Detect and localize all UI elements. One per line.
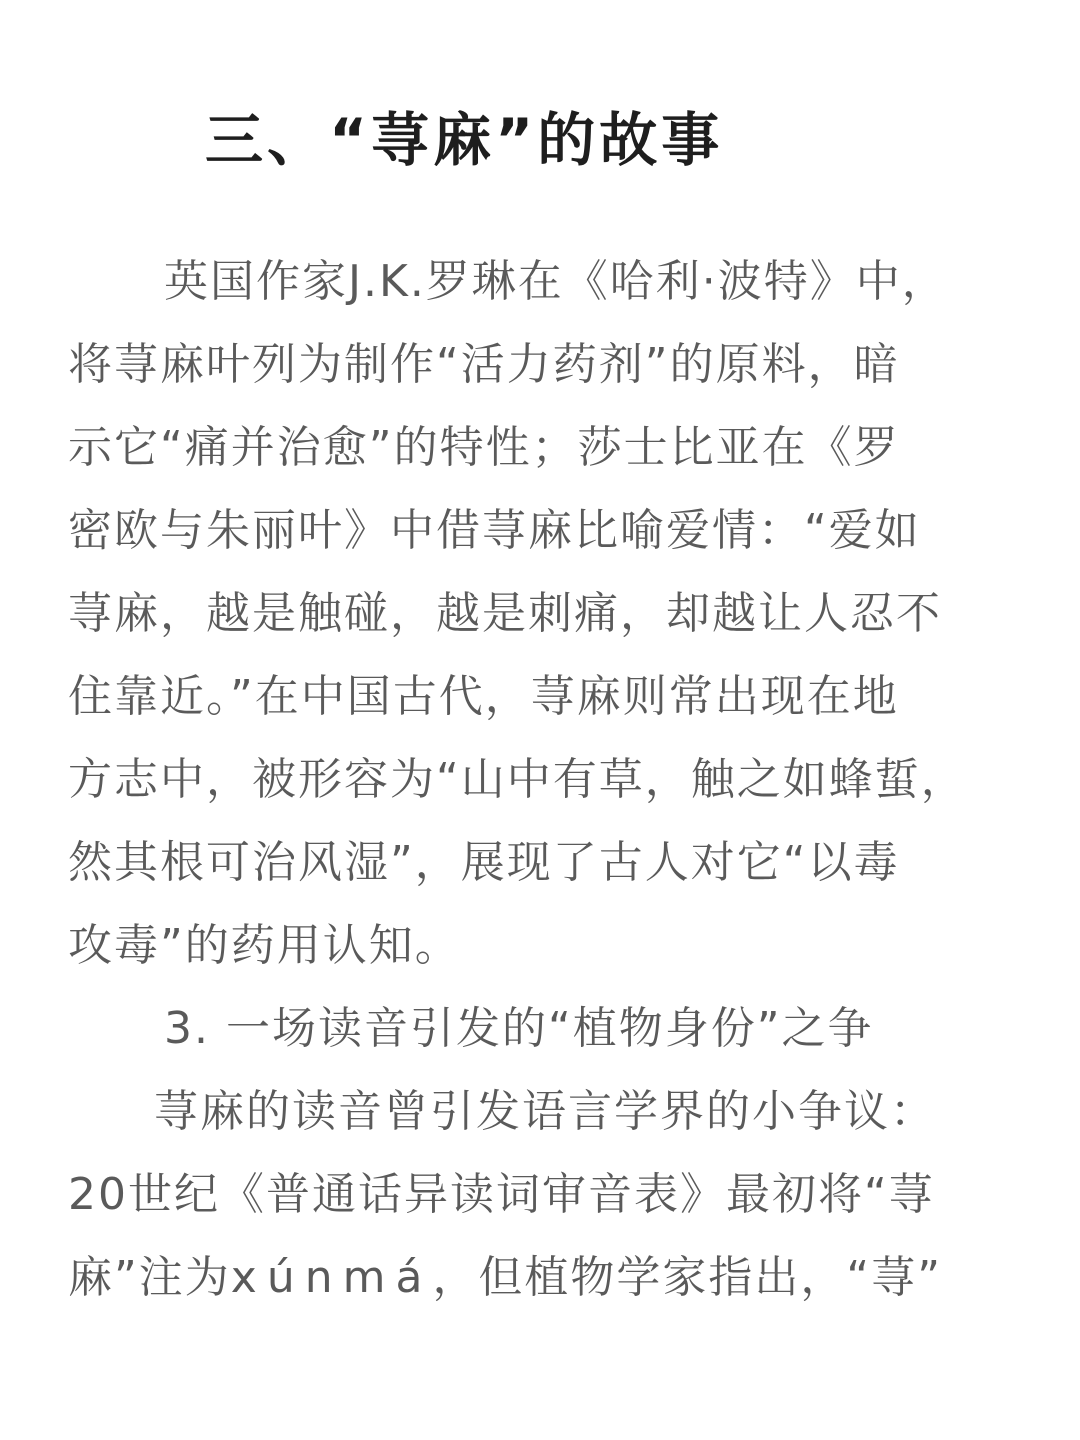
paragraph-1-line-5: 荨麻，越是触碰，越是刺痛，却越让人忍不 — [68, 588, 942, 639]
paragraph-2-line-2: 20世纪《普通话异读词审音表》最初将“荨 — [68, 1169, 935, 1220]
body-text — [68, 240, 1018, 1319]
paragraph-1-line-3: 示它“痛并治愈”的特性；莎士比亚在《罗 — [68, 422, 900, 473]
paragraph-2-line-3-after: ，但植物学家指出，“荨” — [432, 1252, 943, 1303]
pronunciation-pinyin: xúnmá — [230, 1252, 433, 1303]
paragraph-2-line-3-before: 麻”注为 — [68, 1252, 231, 1303]
section-heading: 3. 一场读音引发的“植物身份”之争 — [164, 1003, 874, 1054]
paragraph-1-line-7: 方志中，被形容为“山中有草，触之如蜂蜇， — [68, 754, 967, 805]
paragraph-1-line-4: 密欧与朱丽叶》中借荨麻比喻爱情：“爱如 — [68, 505, 921, 556]
paragraph-2-line-3 — [68, 1236, 1018, 1319]
paragraph-1-line-8: 然其根可治风湿”，展现了古人对它“以毒 — [68, 837, 900, 888]
page-title: 三、“荨麻”的故事 — [205, 106, 724, 174]
paragraph-2-line-1: 荨麻的读音曾引发语言学界的小争议： — [154, 1086, 936, 1137]
paragraph-1-line-1: 英国作家J.K.罗琳在《哈利·波特》中， — [164, 256, 948, 307]
paragraph-1-line-2: 将荨麻叶列为制作“活力药剂”的原料，暗 — [68, 339, 900, 390]
paragraph-1-line-9: 攻毒”的药用认知。 — [68, 920, 461, 971]
paragraph-1-line-6: 住靠近。”在中国古代，荨麻则常出现在地 — [68, 671, 899, 722]
